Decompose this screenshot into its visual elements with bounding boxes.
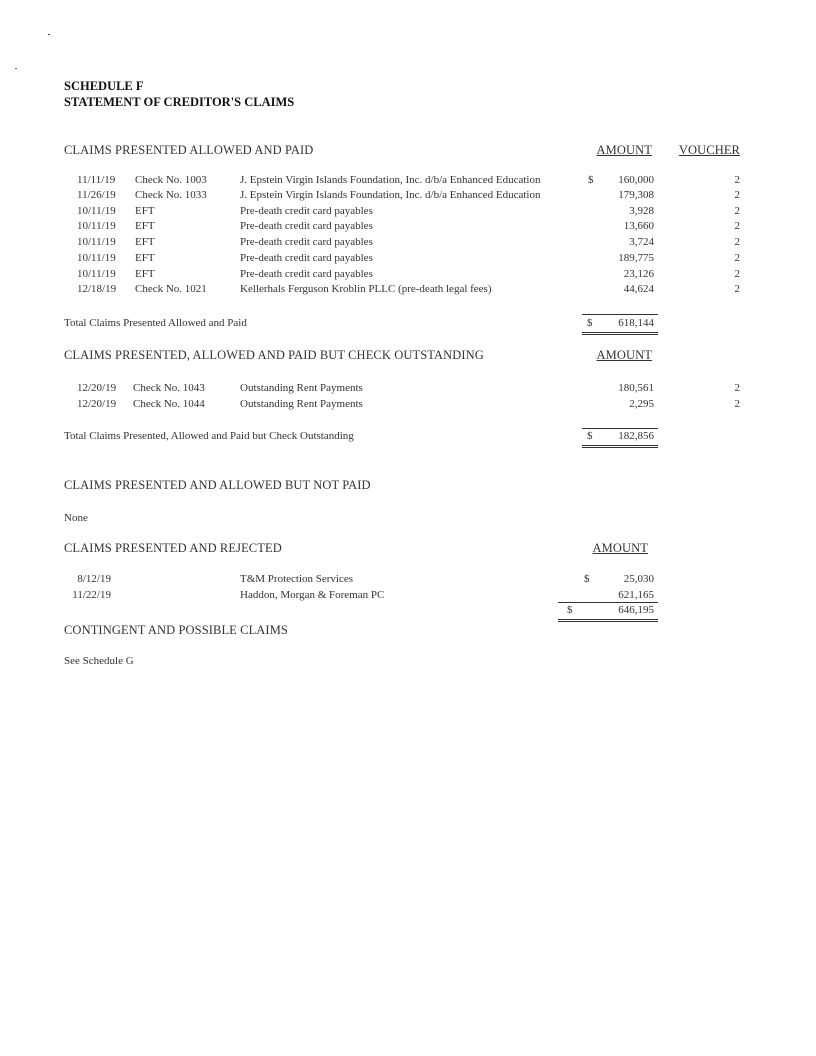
row-description: Pre-death credit card payables (240, 220, 373, 232)
subtotal-rule (558, 602, 658, 603)
total-amount: 618,144 (618, 317, 654, 329)
subtotal-rule (582, 428, 658, 429)
total-dollar-sign: $ (567, 604, 573, 616)
see-schedule-text: See Schedule G (64, 655, 134, 667)
scan-speck (15, 68, 17, 69)
total-label: Total Claims Presented, Allowed and Paid but Check Outstanding (64, 430, 354, 442)
row-date: 11/26/19 (77, 189, 116, 201)
total-dollar-sign: $ (587, 430, 593, 442)
row-reference: EFT (135, 220, 155, 232)
row-amount: 3,724 (629, 236, 654, 248)
row-voucher: 2 (734, 205, 740, 217)
subtotal-rule (582, 314, 658, 315)
row-date: 10/11/19 (77, 205, 116, 217)
row-description: Outstanding Rent Payments (240, 382, 363, 394)
row-description: Pre-death credit card payables (240, 236, 373, 248)
none-text: None (64, 512, 88, 524)
row-date: 11/11/19 (77, 174, 116, 186)
row-amount: 189,775 (618, 252, 654, 264)
row-date: 12/18/19 (77, 283, 117, 295)
row-description: J. Epstein Virgin Islands Foundation, Inc. d/b/a Enhanced Education (240, 189, 541, 201)
row-dollar-sign: $ (584, 573, 590, 585)
amount-column-header: AMOUNT (596, 143, 652, 157)
row-voucher: 2 (734, 252, 740, 264)
voucher-column-header: VOUCHER (678, 143, 740, 157)
row-description: Pre-death credit card payables (240, 205, 373, 217)
row-amount: 2,295 (629, 398, 654, 410)
row-voucher: 2 (734, 220, 740, 232)
amount-column-header: AMOUNT (596, 348, 652, 362)
row-reference: Check No. 1003 (135, 174, 207, 186)
row-reference: EFT (135, 205, 155, 217)
row-amount: 23,126 (623, 268, 654, 280)
schedule-title: SCHEDULE F (64, 79, 144, 93)
row-dollar-sign: $ (588, 174, 594, 186)
section-heading-allowed-not-paid: CLAIMS PRESENTED AND ALLOWED BUT NOT PAID (64, 478, 371, 492)
row-voucher: 2 (734, 174, 740, 186)
total-amount: 646,195 (618, 604, 654, 616)
total-double-rule (558, 619, 658, 620)
row-description: T&M Protection Services (240, 573, 354, 585)
row-date: 11/22/19 (72, 589, 111, 601)
row-amount: 179,308 (618, 189, 654, 201)
row-voucher: 2 (734, 189, 740, 201)
row-reference: Check No. 1021 (135, 283, 207, 295)
scan-speck (48, 34, 50, 35)
total-double-rule (558, 621, 658, 622)
row-amount: 25,030 (623, 573, 654, 585)
total-double-rule (582, 445, 658, 446)
row-voucher: 2 (734, 236, 740, 248)
row-voucher: 2 (734, 398, 740, 410)
section-heading-rejected: CLAIMS PRESENTED AND REJECTED (64, 541, 282, 555)
statement-title: STATEMENT OF CREDITOR'S CLAIMS (64, 95, 295, 109)
row-description: J. Epstein Virgin Islands Foundation, Inc. d/b/a Enhanced Education (240, 174, 541, 186)
row-amount: 180,561 (618, 382, 654, 394)
row-reference: EFT (135, 268, 155, 280)
total-double-rule (582, 332, 658, 333)
row-voucher: 2 (734, 268, 740, 280)
row-date: 10/11/19 (77, 236, 116, 248)
row-date: 12/20/19 (77, 382, 117, 394)
amount-column-header: AMOUNT (592, 541, 648, 555)
row-amount: 44,624 (623, 283, 654, 295)
row-date: 10/11/19 (77, 252, 116, 264)
row-date: 10/11/19 (77, 220, 116, 232)
row-voucher: 2 (734, 283, 740, 295)
row-reference: Check No. 1044 (133, 398, 205, 410)
row-description: Kellerhals Ferguson Kroblin PLLC (pre-death legal fees) (240, 283, 492, 295)
row-description: Outstanding Rent Payments (240, 398, 363, 410)
section-heading-contingent: CONTINGENT AND POSSIBLE CLAIMS (64, 623, 288, 637)
row-reference: EFT (135, 252, 155, 264)
section-heading-check-outstanding: CLAIMS PRESENTED, ALLOWED AND PAID BUT CHECK OUTSTANDING (64, 348, 484, 362)
row-amount: 3,928 (629, 205, 654, 217)
total-amount: 182,856 (618, 430, 654, 442)
row-description: Haddon, Morgan & Foreman PC (240, 589, 385, 601)
row-amount: 621,165 (618, 589, 654, 601)
total-double-rule (582, 334, 658, 335)
row-description: Pre-death credit card payables (240, 252, 373, 264)
row-voucher: 2 (734, 382, 740, 394)
row-amount: 160,000 (618, 174, 654, 186)
row-date: 12/20/19 (77, 398, 117, 410)
row-date: 10/11/19 (77, 268, 116, 280)
total-dollar-sign: $ (587, 317, 593, 329)
total-label: Total Claims Presented Allowed and Paid (64, 317, 247, 329)
row-reference: Check No. 1033 (135, 189, 207, 201)
row-date: 8/12/19 (77, 573, 111, 585)
total-double-rule (582, 447, 658, 448)
section-heading-allowed-paid: CLAIMS PRESENTED ALLOWED AND PAID (64, 143, 314, 157)
row-amount: 13,660 (623, 220, 654, 232)
row-reference: Check No. 1043 (133, 382, 205, 394)
row-reference: EFT (135, 236, 155, 248)
row-description: Pre-death credit card payables (240, 268, 373, 280)
